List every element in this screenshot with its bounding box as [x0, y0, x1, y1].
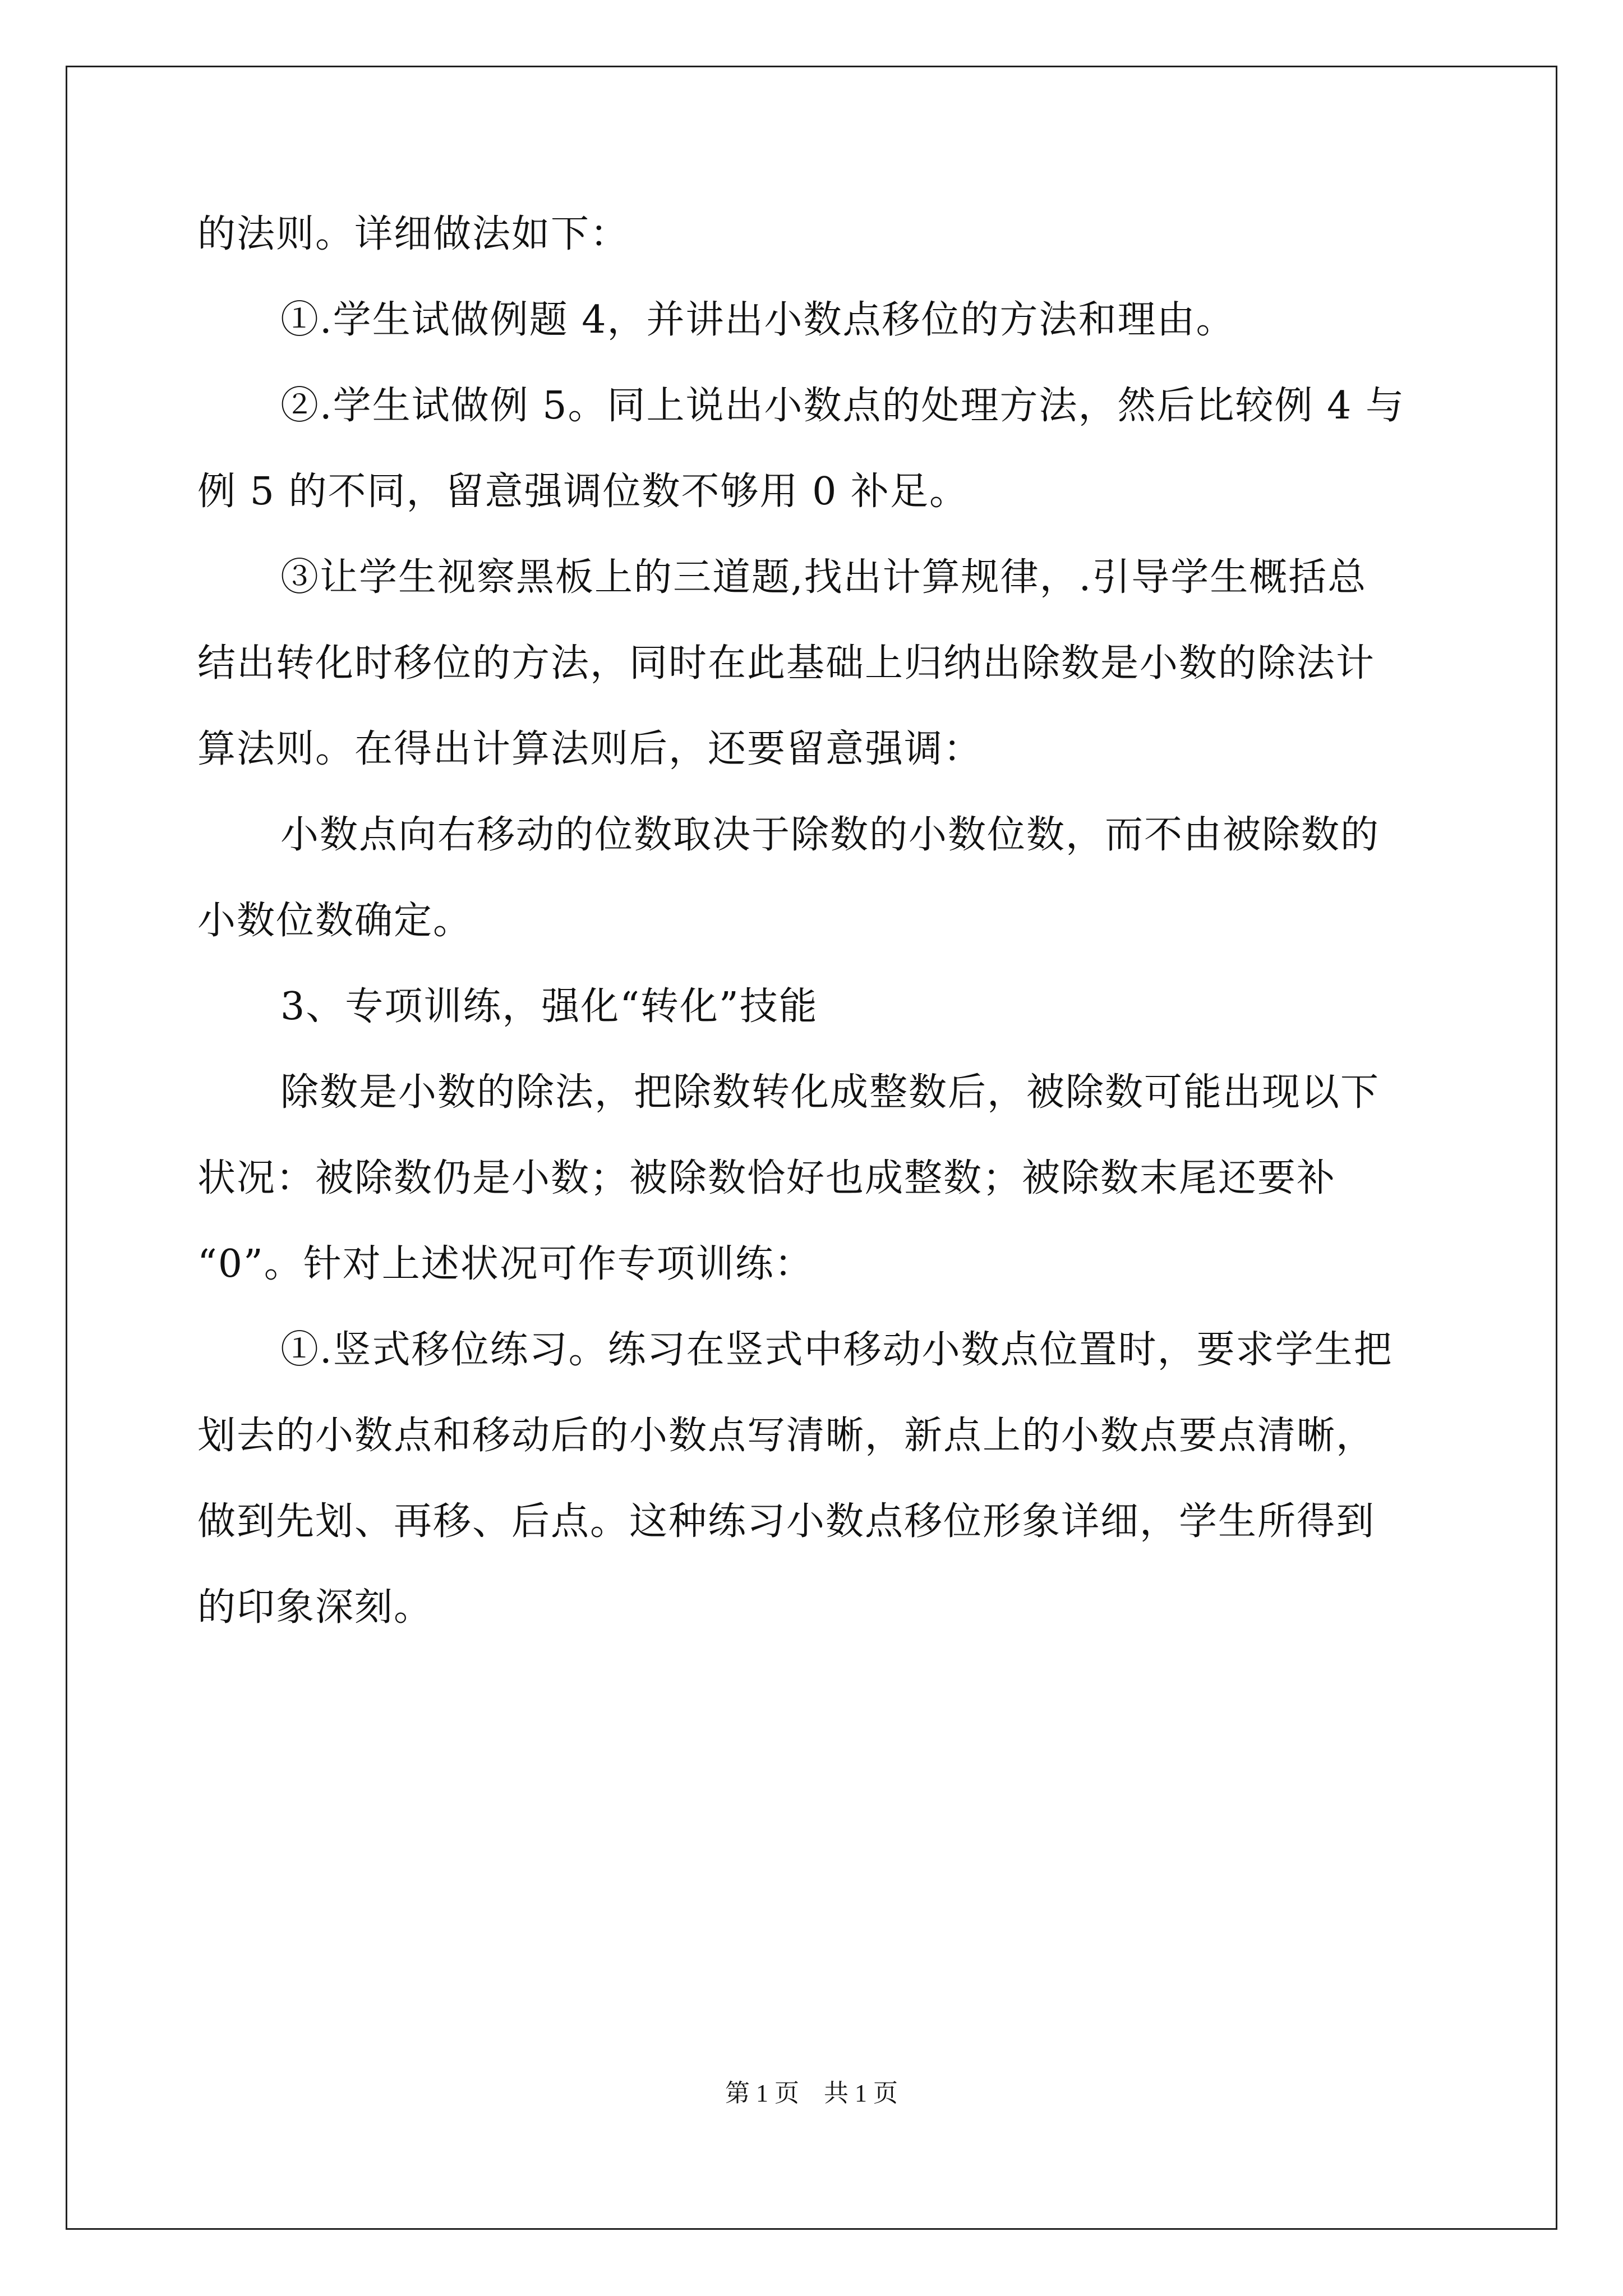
section-heading: 3、专项训练，强化“转化”技能: [280, 984, 818, 1029]
text-line-8: 小数点向右移动的位数取决于除数的小数位数，而不由被除数的: [280, 813, 1380, 857]
text-line-12: 状况：被除数仍是小数；被除数恰好也成整数；被除数末尾还要补: [197, 1156, 1336, 1200]
text-line-2: ①.学生试做例题 4，并讲出小数点移位的方法和理由。: [280, 298, 1235, 342]
text-line-6: 结出转化时移位的方法，同时在此基础上归纳出除数是小数的除法计: [197, 641, 1376, 685]
text-line-9: 小数位数确定。: [197, 899, 473, 943]
text-line-5: ③让学生视察黑板上的三道题,找出计算规律，.引导学生概括总: [280, 555, 1367, 600]
text-line-7: 算法则。在得出计算法则后，还要留意强调：: [197, 727, 983, 771]
text-line-1: 的法则。详细做法如下：: [197, 212, 630, 256]
text-line-14: ①.竖式移位练习。练习在竖式中移动小数点位置时，要求学生把: [280, 1328, 1393, 1372]
text-line-11: 除数是小数的除法，把除数转化成整数后，被除数可能出现以下: [280, 1070, 1380, 1115]
text-line-3: ②.学生试做例 5。同上说出小数点的处理方法，然后比较例 4 与: [280, 384, 1405, 428]
text-line-17: 的印象深刻。: [197, 1585, 434, 1630]
text-line-4: 例 5 的不同，留意强调位数不够用 0 补足。: [197, 470, 969, 514]
text-line-15: 划去的小数点和移动后的小数点写清晰，新点上的小数点要点清晰，: [197, 1414, 1376, 1458]
text-line-13: “0”。针对上述状况可作专项训练：: [197, 1242, 814, 1286]
text-line-16: 做到先划、再移、后点。这种练习小数点移位形象详细，学生所得到: [197, 1499, 1376, 1544]
page-footer: 第 1 页 共 1 页: [725, 2079, 898, 2107]
